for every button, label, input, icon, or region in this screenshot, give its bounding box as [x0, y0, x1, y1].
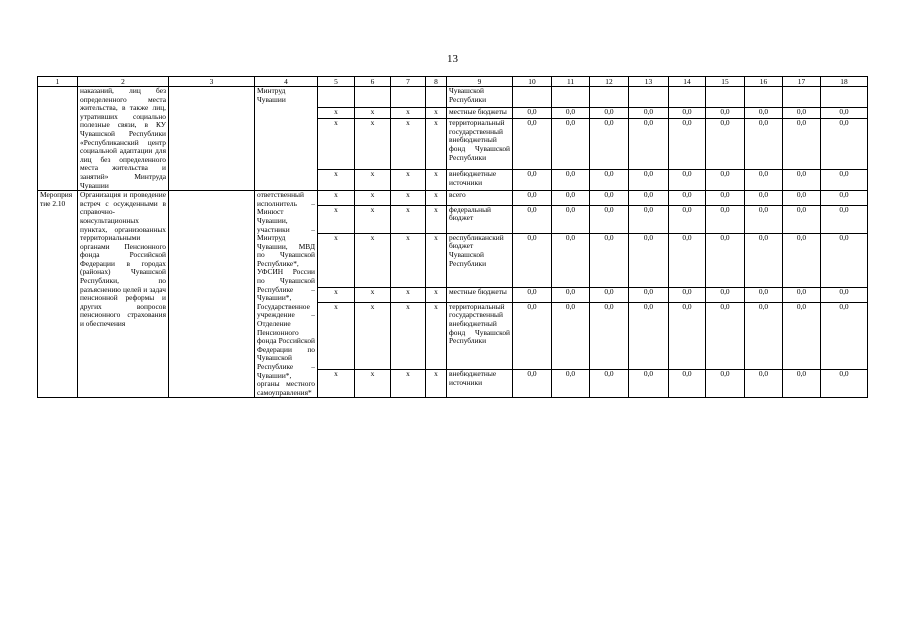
value-cell: 0,0: [706, 205, 745, 233]
value-cell: 0,0: [783, 370, 821, 398]
code-cell: x: [391, 191, 426, 206]
value-cell: [706, 87, 745, 108]
code-cell: [318, 87, 355, 108]
value-cell: 0,0: [590, 288, 629, 303]
code-cell: x: [426, 119, 447, 170]
event-number-cell: Мероприятие 2.10: [38, 191, 78, 398]
code-cell: x: [355, 108, 391, 119]
goal-cell: [169, 87, 255, 191]
value-cell: 0,0: [590, 233, 629, 287]
col-header: 4: [255, 77, 318, 87]
value-cell: 0,0: [552, 119, 590, 170]
value-cell: 0,0: [745, 288, 783, 303]
value-cell: 0,0: [783, 288, 821, 303]
code-cell: x: [391, 205, 426, 233]
value-cell: 0,0: [821, 191, 868, 206]
funding-source-cell: территориальный государственный внебюджетный фонд Чувашской Республики: [447, 119, 513, 170]
goal-cell: [169, 191, 255, 398]
value-cell: 0,0: [590, 170, 629, 191]
value-cell: 0,0: [590, 119, 629, 170]
funding-source-cell: федеральный бюджет: [447, 205, 513, 233]
executor-cell: Минтруд Чувашии: [255, 87, 318, 191]
value-cell: 0,0: [783, 119, 821, 170]
code-cell: x: [426, 108, 447, 119]
code-cell: x: [391, 288, 426, 303]
col-header: 13: [629, 77, 669, 87]
code-cell: x: [318, 233, 355, 287]
value-cell: 0,0: [745, 302, 783, 370]
value-cell: 0,0: [629, 370, 669, 398]
col-header: 9: [447, 77, 513, 87]
col-header: 18: [821, 77, 868, 87]
value-cell: 0,0: [629, 191, 669, 206]
code-cell: x: [426, 191, 447, 206]
value-cell: 0,0: [590, 370, 629, 398]
value-cell: 0,0: [745, 108, 783, 119]
code-cell: x: [318, 170, 355, 191]
code-cell: x: [426, 370, 447, 398]
value-cell: [669, 87, 706, 108]
value-cell: 0,0: [783, 108, 821, 119]
code-cell: x: [355, 119, 391, 170]
value-cell: 0,0: [513, 170, 552, 191]
value-cell: 0,0: [590, 191, 629, 206]
value-cell: 0,0: [669, 370, 706, 398]
code-cell: x: [355, 205, 391, 233]
table-row: [38, 191, 868, 206]
code-cell: [426, 87, 447, 108]
value-cell: 0,0: [590, 108, 629, 119]
col-header: 11: [552, 77, 590, 87]
code-cell: x: [426, 233, 447, 287]
col-header: 17: [783, 77, 821, 87]
col-header: 1: [38, 77, 78, 87]
value-cell: [629, 87, 669, 108]
value-cell: 0,0: [706, 108, 745, 119]
value-cell: 0,0: [669, 288, 706, 303]
value-cell: 0,0: [706, 302, 745, 370]
code-cell: x: [355, 191, 391, 206]
value-cell: 0,0: [590, 302, 629, 370]
value-cell: 0,0: [629, 108, 669, 119]
value-cell: 0,0: [821, 170, 868, 191]
code-cell: x: [426, 170, 447, 191]
value-cell: [821, 87, 868, 108]
code-cell: x: [426, 302, 447, 370]
funding-source-cell: республиканский бюджет Чувашской Республики: [447, 233, 513, 287]
value-cell: 0,0: [513, 370, 552, 398]
value-cell: [745, 87, 783, 108]
value-cell: 0,0: [513, 205, 552, 233]
value-cell: 0,0: [706, 170, 745, 191]
col-header: 16: [745, 77, 783, 87]
value-cell: 0,0: [513, 108, 552, 119]
value-cell: 0,0: [669, 302, 706, 370]
col-header: 15: [706, 77, 745, 87]
code-cell: x: [318, 288, 355, 303]
funding-source-cell: всего: [447, 191, 513, 206]
funding-source-cell: Чувашской Республики: [447, 87, 513, 108]
col-header: 5: [318, 77, 355, 87]
col-header: 6: [355, 77, 391, 87]
code-cell: x: [318, 108, 355, 119]
value-cell: 0,0: [552, 205, 590, 233]
value-cell: 0,0: [745, 119, 783, 170]
value-cell: 0,0: [706, 370, 745, 398]
page-number: 13: [447, 53, 458, 65]
value-cell: 0,0: [669, 205, 706, 233]
value-cell: 0,0: [706, 191, 745, 206]
col-header: 12: [590, 77, 629, 87]
value-cell: 0,0: [745, 370, 783, 398]
value-cell: 0,0: [783, 170, 821, 191]
code-cell: x: [426, 288, 447, 303]
header-row: [38, 77, 868, 87]
value-cell: 0,0: [669, 191, 706, 206]
value-cell: 0,0: [552, 370, 590, 398]
value-cell: 0,0: [552, 170, 590, 191]
code-cell: x: [391, 119, 426, 170]
code-cell: x: [318, 191, 355, 206]
col-header: 10: [513, 77, 552, 87]
value-cell: 0,0: [629, 302, 669, 370]
funding-source-cell: территориальный государственный внебюджетный фонд Чувашской Республики: [447, 302, 513, 370]
event-number-cell: [38, 87, 78, 191]
code-cell: x: [355, 288, 391, 303]
value-cell: 0,0: [552, 288, 590, 303]
code-cell: x: [391, 370, 426, 398]
col-header: 8: [426, 77, 447, 87]
value-cell: 0,0: [745, 170, 783, 191]
code-cell: x: [391, 170, 426, 191]
code-cell: x: [391, 302, 426, 370]
value-cell: [552, 87, 590, 108]
value-cell: 0,0: [745, 233, 783, 287]
value-cell: 0,0: [821, 302, 868, 370]
code-cell: x: [318, 205, 355, 233]
value-cell: 0,0: [669, 119, 706, 170]
value-cell: 0,0: [706, 119, 745, 170]
executor-cell: ответственный исполнитель – Минюст Чувашии, участники – Минтруд Чувашии, МВД по Чувашской Республике*, УФСИН России по Чувашской Республике – Чувашии*, Государственное учреждение – Отделение Пенсионного фонда Российской Федерации по Чувашской Республике – Чувашии*, органы местного самоуправления*: [255, 191, 318, 398]
value-cell: 0,0: [783, 191, 821, 206]
value-cell: 0,0: [706, 288, 745, 303]
code-cell: x: [318, 370, 355, 398]
value-cell: 0,0: [821, 119, 868, 170]
value-cell: 0,0: [552, 108, 590, 119]
event-name-cell: наказаний, лиц без определенного места жительства, в также лиц, утративших социально полезные связи, в КУ Чувашской Республики «Республиканский центр социальной адаптации для лиц без определенного места жительства и занятий» Минтруда Чувашии: [78, 87, 169, 191]
funding-source-cell: местные бюджеты: [447, 288, 513, 303]
value-cell: 0,0: [783, 233, 821, 287]
code-cell: x: [318, 119, 355, 170]
value-cell: 0,0: [669, 170, 706, 191]
code-cell: x: [355, 370, 391, 398]
value-cell: 0,0: [821, 205, 868, 233]
value-cell: [783, 87, 821, 108]
value-cell: 0,0: [513, 288, 552, 303]
value-cell: 0,0: [821, 370, 868, 398]
code-cell: x: [391, 108, 426, 119]
table-row: [38, 87, 868, 108]
code-cell: x: [355, 302, 391, 370]
value-cell: 0,0: [513, 191, 552, 206]
funding-source-cell: внебюджетные источники: [447, 170, 513, 191]
code-cell: [355, 87, 391, 108]
funding-source-cell: внебюджетные источники: [447, 370, 513, 398]
value-cell: 0,0: [745, 191, 783, 206]
value-cell: 0,0: [513, 233, 552, 287]
col-header: 7: [391, 77, 426, 87]
value-cell: 0,0: [629, 233, 669, 287]
value-cell: 0,0: [821, 288, 868, 303]
value-cell: 0,0: [669, 233, 706, 287]
value-cell: 0,0: [513, 302, 552, 370]
event-name-cell: Организация и проведение встреч с осужденными в справочно-консультационных пунктах, организованных территориальными органами Пенсионного фонда Российской Федерации в городах (районах) Чувашской Республики, по разъяснению целей и задач пенсионной реформы и других вопросов пенсионного страхования и обеспечения: [78, 191, 169, 398]
code-cell: [391, 87, 426, 108]
col-header: 2: [78, 77, 169, 87]
code-cell: x: [355, 233, 391, 287]
value-cell: 0,0: [552, 302, 590, 370]
value-cell: 0,0: [783, 205, 821, 233]
value-cell: [513, 87, 552, 108]
col-header: 14: [669, 77, 706, 87]
value-cell: 0,0: [669, 108, 706, 119]
value-cell: 0,0: [552, 233, 590, 287]
program-table: [37, 76, 868, 398]
value-cell: 0,0: [590, 205, 629, 233]
value-cell: [590, 87, 629, 108]
value-cell: 0,0: [821, 108, 868, 119]
code-cell: x: [355, 170, 391, 191]
value-cell: 0,0: [629, 205, 669, 233]
code-cell: x: [318, 302, 355, 370]
funding-source-cell: местные бюджеты: [447, 108, 513, 119]
value-cell: 0,0: [706, 233, 745, 287]
value-cell: 0,0: [821, 233, 868, 287]
value-cell: 0,0: [629, 119, 669, 170]
value-cell: 0,0: [513, 119, 552, 170]
value-cell: 0,0: [629, 170, 669, 191]
value-cell: 0,0: [745, 205, 783, 233]
value-cell: 0,0: [552, 191, 590, 206]
code-cell: x: [426, 205, 447, 233]
code-cell: x: [391, 233, 426, 287]
col-header: 3: [169, 77, 255, 87]
value-cell: 0,0: [629, 288, 669, 303]
value-cell: 0,0: [783, 302, 821, 370]
